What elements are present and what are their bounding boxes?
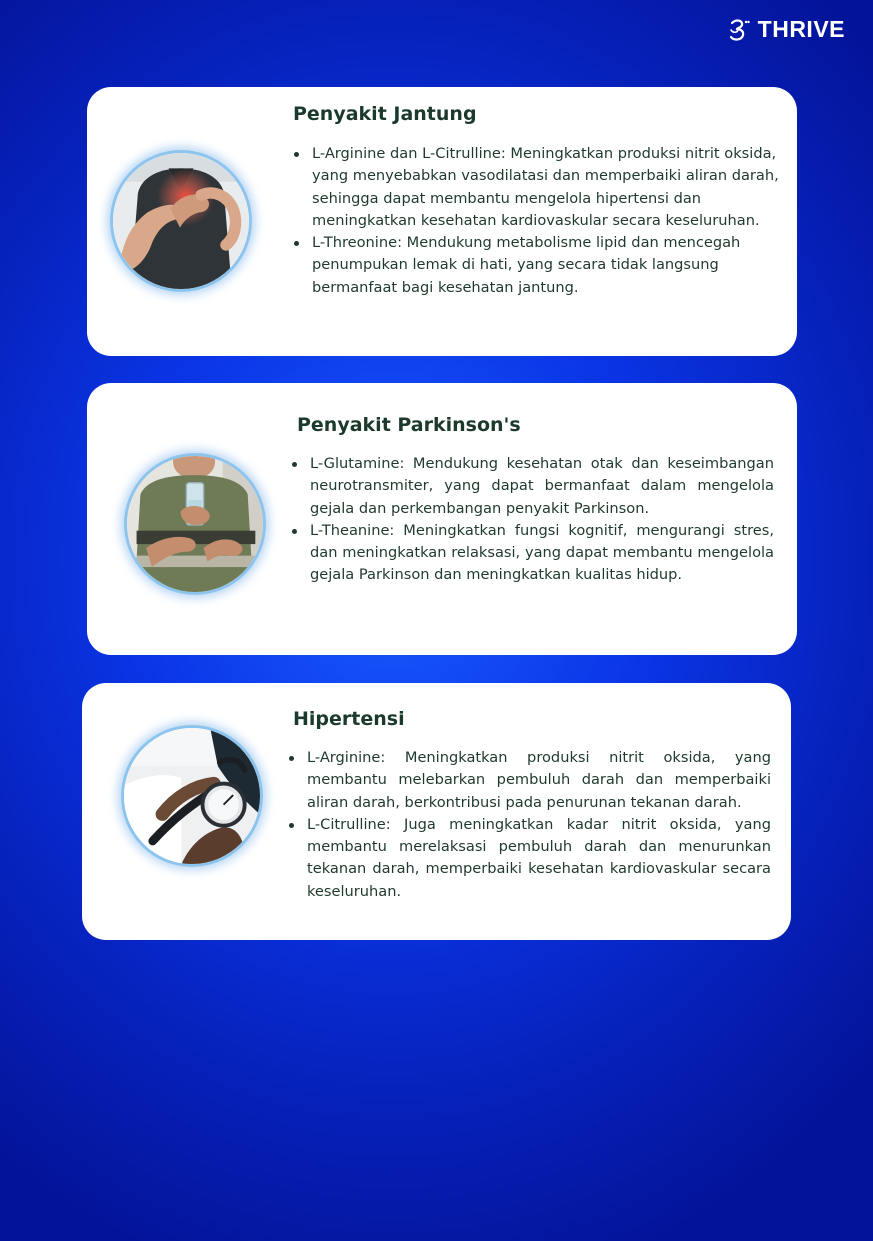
bullet-item: L-Glutamine: Mendukung kesehatan otak dan keseimbangan neurotransmiter, yang dapat bermanfaat dalam mengelola gejala dan perkembangan penyakit Parkinson. [288, 453, 774, 520]
card-parkinsons [87, 383, 797, 655]
brand-header [728, 16, 845, 43]
trembling-hands-photo [124, 453, 266, 595]
bullet-item: L-Citrulline: Juga meningkatkan kadar nitrit oksida, yang membantu merelaksasi pembuluh darah dan menurunkan tekanan darah, memperbaiki kesehatan kardiovaskular secara keseluruhan. [285, 814, 771, 903]
bullet-item: L-Threonine: Mendukung metabolisme lipid dan mencegah penumpukan lemak di hati, yang secara tidak langsung bermanfaat bagi kesehatan jantung. [290, 232, 780, 299]
chest-pain-photo [110, 150, 252, 292]
bullet-list [288, 453, 774, 587]
bullet-list [290, 143, 780, 299]
bullet-item: L-Theanine: Meningkatkan fungsi kognitif, mengurangi stres, dan meningkatkan relaksasi, yang dapat membantu mengelola gejala Parkinson dan meningkatkan kualitas hidup. [288, 520, 774, 587]
brand-name: THRIVE [757, 16, 845, 42]
thrive-logo-icon [728, 18, 750, 42]
bullet-item: L-Arginine dan L-Citrulline: Meningkatkan produksi nitrit oksida, yang menyebabkan vasodilatasi dan memperbaiki aliran darah, sehingga dapat membantu mengelola hipertensi dan meningkatkan kesehatan kardiovaskular secara keseluruhan. [290, 143, 780, 232]
card-title: Hipertensi [293, 708, 405, 730]
card-title: Penyakit Parkinson's [297, 414, 521, 436]
bullet-item: L-Arginine: Meningkatkan produksi nitrit oksida, yang membantu melebarkan pembuluh darah dan memperbaiki aliran darah, berkontribusi pada penurunan tekanan darah. [285, 747, 771, 814]
card-hypertension [82, 683, 791, 940]
bullet-list [285, 747, 771, 903]
card-heart-disease [87, 87, 797, 356]
card-title: Penyakit Jantung [293, 103, 477, 125]
blood-pressure-gauge-photo [121, 725, 263, 867]
